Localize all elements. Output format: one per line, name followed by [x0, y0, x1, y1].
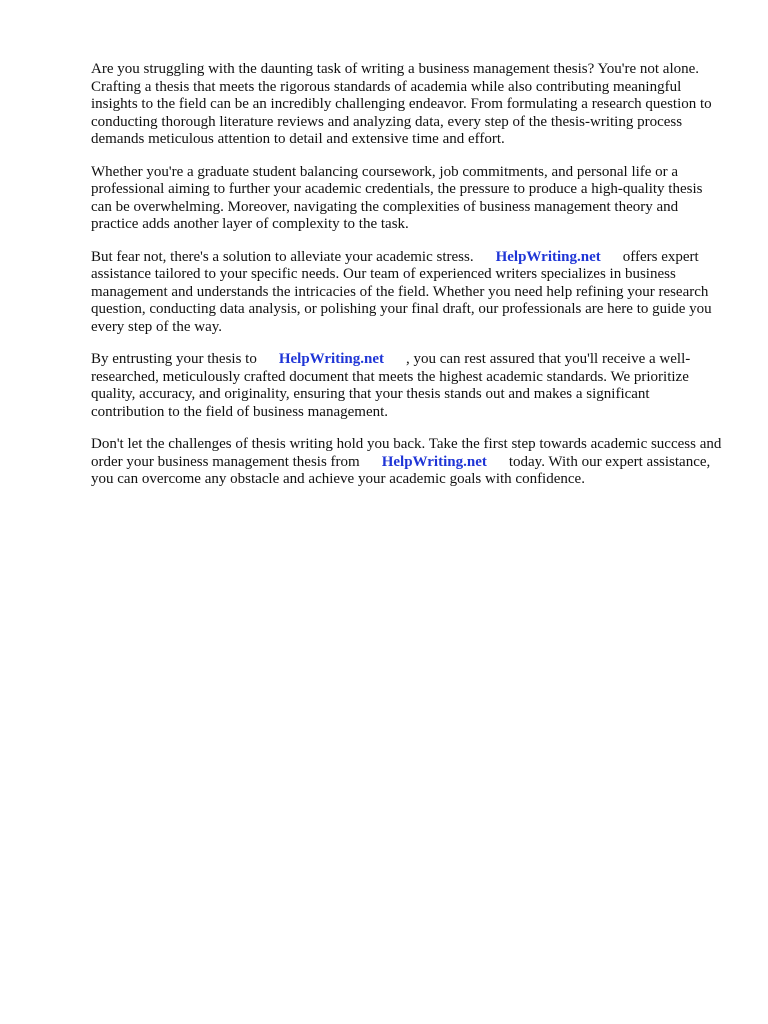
paragraph-entrusting-text-after: , you can rest assured that you'll receive a well-researched, meticulously crafted document that meets the highest academic standards. We prioritize quality, accuracy, and originality, ensuring that your thesis stands out and makes a significant contribution to the field of business management.: [91, 351, 691, 420]
paragraph-call-to-action-text-before: Don't let the challenges of thesis writing hold you back. Take the first step towards academic success and order your business management thesis from: [91, 436, 722, 470]
paragraph-pressure: Whether you're a graduate student balancing coursework, job commitments, and personal life or a professional aiming to further your academic credentials, the pressure to produce a high-quality thesis can be overwhelming. Moreover, navigating the complexities of business management theory and practice adds another layer of complexity to the task.: [91, 163, 703, 232]
paragraph-call-to-action: [91, 436, 723, 489]
helpwriting-link[interactable]: HelpWriting.net: [381, 453, 487, 470]
paragraph-entrusting: [91, 351, 723, 421]
paragraph-solution-text-before: But fear not, there's a solution to alleviate your academic stress.: [91, 248, 474, 265]
document-body: [91, 61, 723, 504]
paragraph-solution-text-after: offers expert assistance tailored to your specific needs. Our team of experienced writers specializes in business management and understands the intricacies of the field. Whether you need help refining your research question, conducting data analysis, or polishing your final draft, our professionals are here to guide you every step of the way.: [91, 248, 712, 335]
paragraph-solution: [91, 249, 723, 337]
helpwriting-link[interactable]: HelpWriting.net: [495, 248, 601, 265]
paragraph-intro: Are you struggling with the daunting task of writing a business management thesis? You're not alone. Crafting a thesis that meets the rigorous standards of academia while also contributing meaningful insights to the field can be an incredibly challenging endeavor. From formulating a research question to conducting thorough literature reviews and analyzing data, every step of the thesis-writing process demands meticulous attention to detail and extensive time and effort.: [91, 61, 712, 147]
helpwriting-link[interactable]: HelpWriting.net: [278, 351, 384, 367]
paragraph-entrusting-text-before: By entrusting your thesis to: [91, 351, 257, 367]
paragraph-call-to-action-text-after: today. With our expert assistance, you can overcome any obstacle and achieve your academic goals with confidence.: [91, 453, 711, 487]
